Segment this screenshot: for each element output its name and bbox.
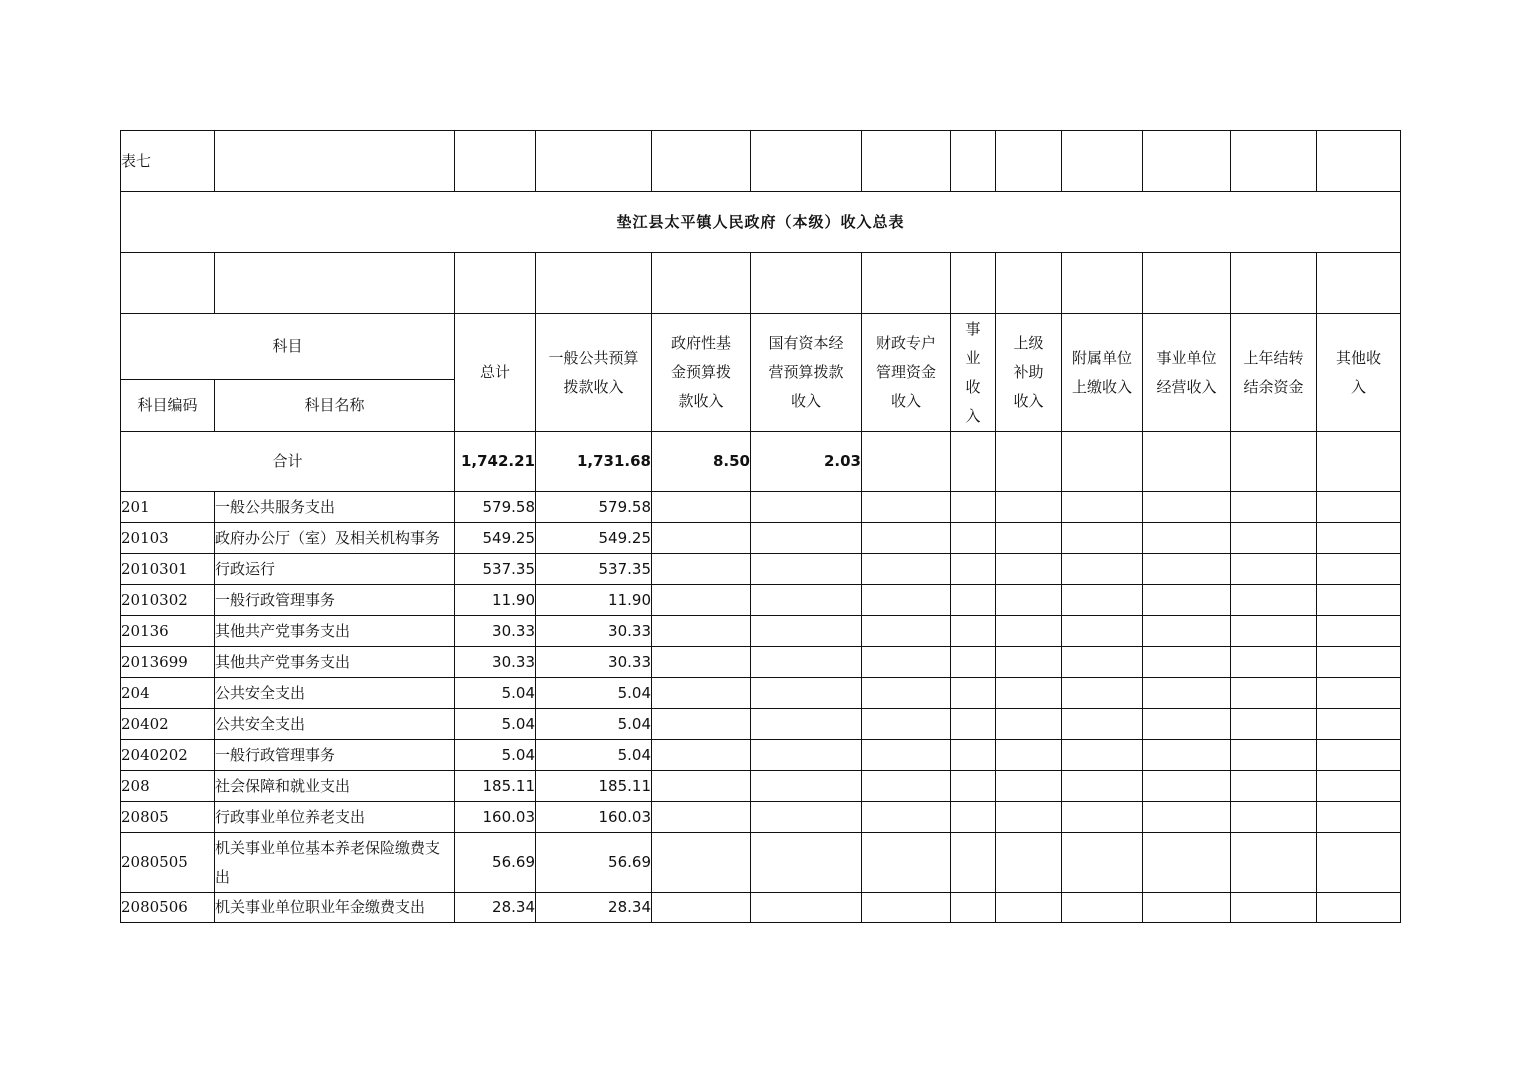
row-code: 20402 <box>121 709 215 740</box>
header-gov-fund: 政府性基金预算拨款收入 <box>652 314 751 432</box>
row-total: 28.34 <box>455 893 536 923</box>
header-business-income: 事业收入 <box>951 314 996 432</box>
header-carry-over: 上年结转结余资金 <box>1231 314 1317 432</box>
table-row <box>121 740 1401 771</box>
table-row <box>121 678 1401 709</box>
table-row <box>121 554 1401 585</box>
row-general-budget: 30.33 <box>536 647 652 678</box>
row-code: 20805 <box>121 802 215 833</box>
tag-row <box>121 131 1401 192</box>
row-code: 2080506 <box>121 893 215 923</box>
row-total: 30.33 <box>455 647 536 678</box>
row-name: 行政运行 <box>215 554 455 585</box>
row-name: 公共安全支出 <box>215 709 455 740</box>
row-code: 208 <box>121 771 215 802</box>
row-code: 2013699 <box>121 647 215 678</box>
row-total: 549.25 <box>455 523 536 554</box>
header-total: 总计 <box>455 314 536 432</box>
row-general-budget: 56.69 <box>536 833 652 893</box>
row-code: 20103 <box>121 523 215 554</box>
row-code: 2010302 <box>121 585 215 616</box>
row-total: 56.69 <box>455 833 536 893</box>
table-row <box>121 647 1401 678</box>
summary-total: 1,742.21 <box>455 432 536 492</box>
row-name: 社会保障和就业支出 <box>215 771 455 802</box>
summary-row <box>121 432 1401 492</box>
row-name: 机关事业单位职业年金缴费支出 <box>215 893 455 923</box>
row-total: 160.03 <box>455 802 536 833</box>
title-row <box>121 192 1401 253</box>
table-row <box>121 616 1401 647</box>
row-general-budget: 537.35 <box>536 554 652 585</box>
table-row <box>121 523 1401 554</box>
header-state-capital: 国有资本经营预算拨款收入 <box>751 314 862 432</box>
row-total: 11.90 <box>455 585 536 616</box>
row-name: 其他共产党事务支出 <box>215 647 455 678</box>
row-total: 579.58 <box>455 492 536 523</box>
table-row <box>121 833 1401 893</box>
row-general-budget: 11.90 <box>536 585 652 616</box>
row-name: 一般行政管理事务 <box>215 585 455 616</box>
row-total: 185.11 <box>455 771 536 802</box>
summary-gov-fund: 8.50 <box>652 432 751 492</box>
summary-label: 合计 <box>121 432 455 492</box>
row-name: 一般公共服务支出 <box>215 492 455 523</box>
row-name: 一般行政管理事务 <box>215 740 455 771</box>
summary-general-budget: 1,731.68 <box>536 432 652 492</box>
row-name: 政府办公厅（室）及相关机构事务 <box>215 523 455 554</box>
blank-row <box>121 253 1401 314</box>
row-name: 机关事业单位基本养老保险缴费支出 <box>215 833 455 893</box>
row-code: 20136 <box>121 616 215 647</box>
summary-state-capital: 2.03 <box>751 432 862 492</box>
page-title: 垫江县太平镇人民政府（本级）收入总表 <box>121 192 1401 253</box>
row-code: 2010301 <box>121 554 215 585</box>
header-fiscal-special: 财政专户管理资金收入 <box>862 314 951 432</box>
row-general-budget: 30.33 <box>536 616 652 647</box>
row-general-budget: 28.34 <box>536 893 652 923</box>
table-row <box>121 492 1401 523</box>
header-affiliated: 附属单位上缴收入 <box>1062 314 1143 432</box>
row-code: 204 <box>121 678 215 709</box>
row-name: 行政事业单位养老支出 <box>215 802 455 833</box>
row-code: 2080505 <box>121 833 215 893</box>
row-code: 201 <box>121 492 215 523</box>
row-general-budget: 160.03 <box>536 802 652 833</box>
row-general-budget: 5.04 <box>536 678 652 709</box>
table-row <box>121 585 1401 616</box>
header-code: 科目编码 <box>121 380 215 432</box>
table-tag: 表七 <box>121 131 215 192</box>
header-row <box>121 314 1401 380</box>
income-summary-table <box>120 130 1401 923</box>
row-general-budget: 579.58 <box>536 492 652 523</box>
header-name: 科目名称 <box>215 380 455 432</box>
table-row <box>121 893 1401 923</box>
table-row <box>121 802 1401 833</box>
row-code: 2040202 <box>121 740 215 771</box>
row-general-budget: 5.04 <box>536 709 652 740</box>
header-other: 其他收入 <box>1317 314 1401 432</box>
row-total: 537.35 <box>455 554 536 585</box>
header-business-operation: 事业单位经营收入 <box>1143 314 1231 432</box>
table-row <box>121 709 1401 740</box>
header-subject: 科目 <box>121 314 455 380</box>
row-total: 5.04 <box>455 709 536 740</box>
row-total: 5.04 <box>455 678 536 709</box>
row-general-budget: 549.25 <box>536 523 652 554</box>
row-general-budget: 5.04 <box>536 740 652 771</box>
header-superior-subsidy: 上级补助收入 <box>996 314 1062 432</box>
row-total: 30.33 <box>455 616 536 647</box>
row-name: 公共安全支出 <box>215 678 455 709</box>
row-total: 5.04 <box>455 740 536 771</box>
row-name: 其他共产党事务支出 <box>215 616 455 647</box>
header-general-budget: 一般公共预算拨款收入 <box>536 314 652 432</box>
table-row <box>121 771 1401 802</box>
row-general-budget: 185.11 <box>536 771 652 802</box>
